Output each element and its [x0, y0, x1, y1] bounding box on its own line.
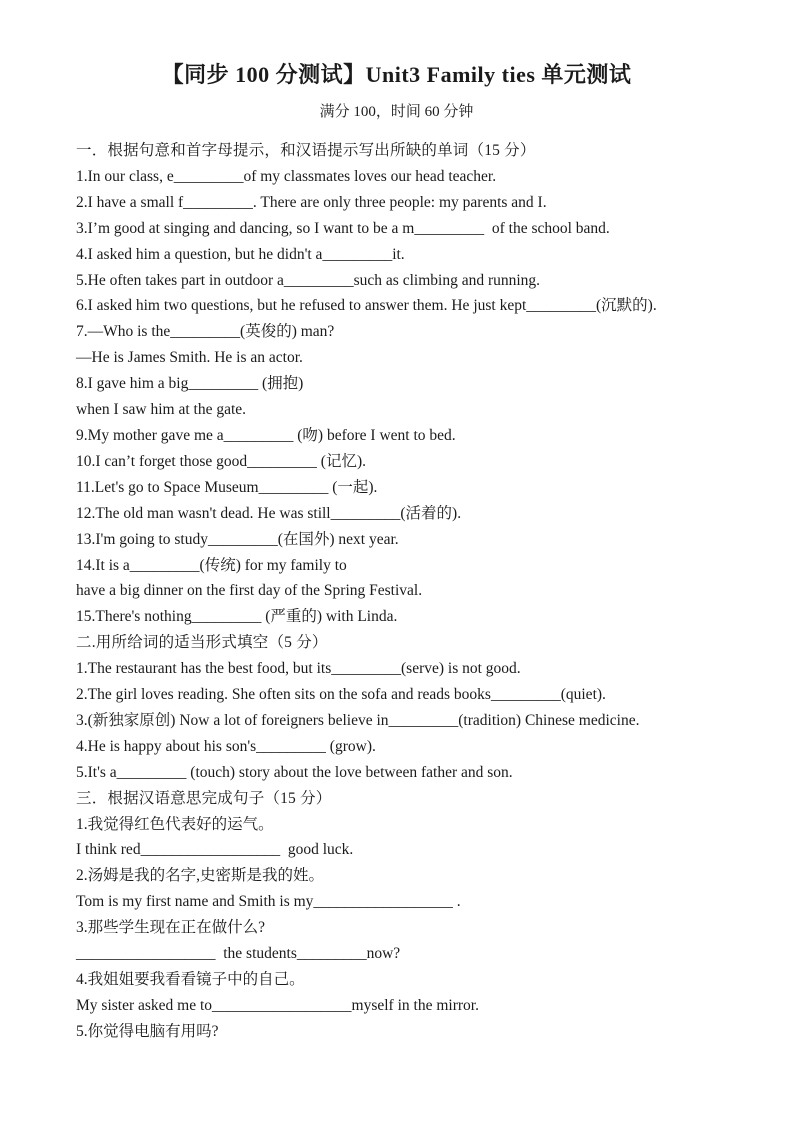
question-line: 3.I’m good at singing and dancing, so I want to be a m_________ of the school band.: [76, 219, 610, 237]
question-line: My sister asked me to__________________myself in the mirror.: [76, 996, 479, 1014]
doc-body: [0, 138, 793, 1045]
question-line: 7.—Who is the_________(英俊的) man?: [76, 323, 335, 341]
section-three-heading: 三．根据汉语意思完成句子（15 分）: [76, 789, 332, 807]
question-line: 3.那些学生现在正在做什么?: [76, 919, 266, 937]
question-line: 4.我姐姐要我看看镜子中的自己。: [76, 971, 305, 988]
section-one: [76, 138, 757, 630]
section-three: [76, 786, 757, 1045]
question-line: 15.There's nothing_________ (严重的) with Linda.: [76, 608, 398, 626]
question-line: 2.汤姆是我的名字,史密斯是我的姓。: [76, 867, 325, 885]
question-line: 11.Let's go to Space Museum_________ (一起).: [76, 478, 378, 496]
question-line: 10.I can’t forget those good_________ (记忆).: [76, 452, 367, 470]
section-two: [76, 630, 757, 785]
question-line: 2.I have a small f_________. There are only three people: my parents and I.: [76, 193, 547, 211]
doc-subtitle: 满分 100，时间 60 分钟: [319, 104, 474, 120]
question-line: Tom is my first name and Smith is my__________________ .: [76, 893, 461, 911]
question-line: 13.I'm going to study_________(在国外) next year.: [76, 530, 399, 548]
question-line: 5.He often takes part in outdoor a_________such as climbing and running.: [76, 271, 541, 289]
section-two-heading: 二.用所给词的适当形式填空（5 分）: [76, 634, 328, 652]
question-line: __________________ the students_________now?: [76, 945, 401, 963]
question-line: 12.The old man wasn't dead. He was still_________(活着的).: [76, 504, 462, 522]
question-line: 6.I asked him two questions, but he refused to answer them. He just kept_________(沉默的).: [76, 297, 657, 315]
question-line: 5.你觉得电脑有用吗?: [76, 1022, 219, 1040]
question-line: 3.(新独家原创) Now a lot of foreigners believe in_________(tradition) Chinese medicine.: [76, 711, 640, 729]
question-line: 1.The restaurant has the best food, but its_________(serve) is not good.: [76, 660, 521, 678]
question-line: 8.I gave him a big_________ (拥抱): [76, 375, 304, 393]
question-line: —He is James Smith. He is an actor.: [76, 349, 303, 367]
question-line: 1.我觉得红色代表好的运气。: [76, 815, 274, 833]
question-line: 5.It's a_________ (touch) story about the love between father and son.: [76, 763, 513, 781]
question-line: I think red__________________ good luck.: [76, 841, 354, 859]
question-line: 9.My mother gave me a_________ (吻) before I went to bed.: [76, 426, 456, 444]
question-line: when I saw him at the gate.: [76, 401, 247, 419]
question-line: 2.The girl loves reading. She often sits on the sofa and reads books_________(quiet).: [76, 686, 606, 704]
question-line: 4.He is happy about his son's_________ (grow).: [76, 737, 376, 755]
doc-header: [0, 0, 793, 125]
question-line: 1.In our class, e_________of my classmates loves our head teacher.: [76, 167, 497, 185]
question-line: 14.It is a_________(传统) for my family to: [76, 556, 347, 574]
question-line: have a big dinner on the first day of the Spring Festival.: [76, 582, 423, 600]
section-one-heading: 一．根据句意和首字母提示，和汉语提示写出所缺的单词（15 分）: [76, 142, 536, 159]
doc-title: 【同步 100 分测试】Unit3 Family ties 单元测试: [161, 62, 632, 87]
question-line: 4.I asked him a question, but he didn't a_________it.: [76, 245, 405, 263]
